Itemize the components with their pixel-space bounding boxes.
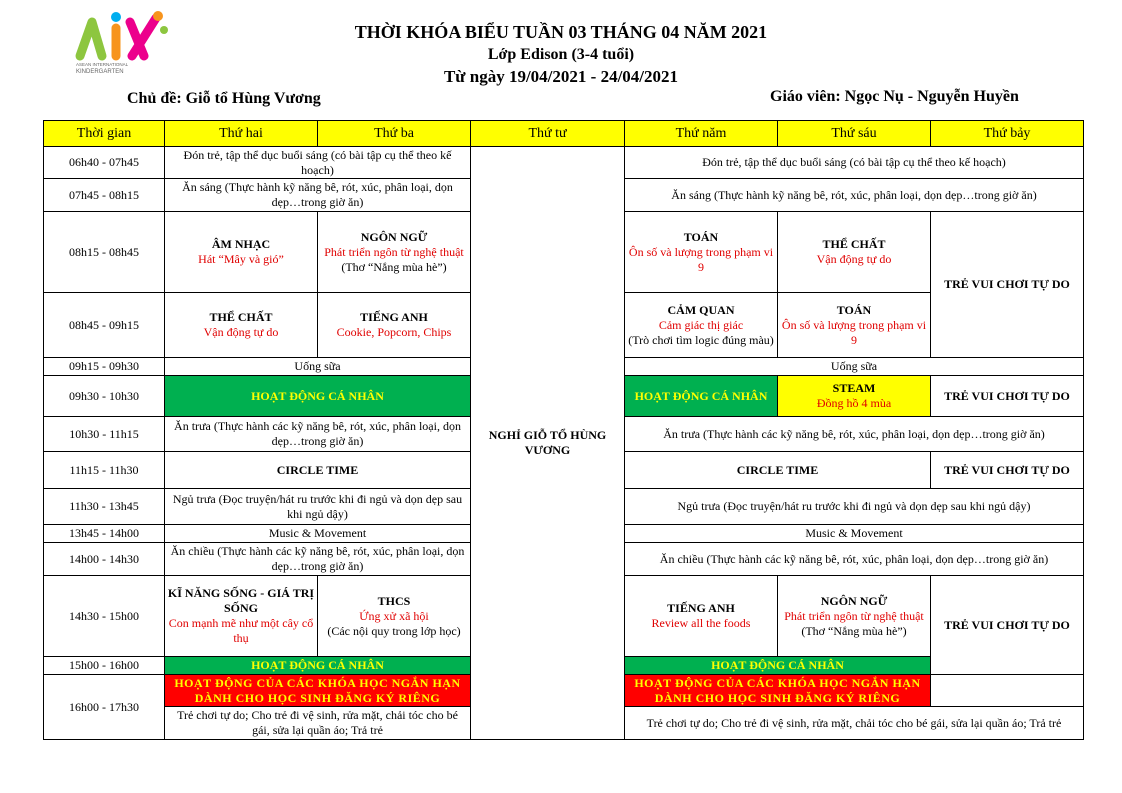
subject-title: NGÔN NGỮ [360, 229, 428, 244]
col-thursday: Thứ năm [625, 121, 778, 147]
subject-detail: Review all the foods [651, 616, 751, 630]
short-course-cell: HOẠT ĐỘNG CỦA CÁC KHÓA HỌC NGẮN HẠN DÀNH CHO HỌC SINH ĐĂNG KÝ RIÊNG [625, 675, 931, 707]
subject-detail: Hát “Mây và gió” [198, 252, 284, 266]
subject-detail: Đồng hồ 4 mùa [816, 396, 892, 410]
individual-activity-cell: HOẠT ĐỘNG CÁ NHÂN [625, 657, 931, 675]
subject-title: STEAM [832, 381, 876, 395]
time-cell: 07h45 - 08h15 [44, 179, 165, 212]
saturday-free-play: TRẺ VUI CHƠI TỰ DO [931, 212, 1084, 358]
subject-detail: Vận động tự do [203, 325, 279, 339]
activity-cell: Ăn trưa (Thực hành các kỹ năng bê, rót, xúc, phân loại, dọn dẹp…trong giờ ăn) [625, 417, 1084, 452]
activity-cell: Uống sữa [625, 358, 1084, 376]
circle-time-cell: CIRCLE TIME [625, 452, 931, 489]
time-cell: 14h00 - 14h30 [44, 543, 165, 576]
class-line: Lớp Edison (3-4 tuổi) [487, 46, 635, 63]
activity-cell [625, 212, 778, 293]
activity-cell [625, 293, 778, 358]
subject-detail: Ôn số và lượng trong phạm vi 9 [781, 317, 927, 347]
subject-title: ÂM NHẠC [211, 237, 271, 251]
activity-cell [165, 212, 318, 293]
activity-cell [318, 293, 471, 358]
page-title: THỜI KHÓA BIỂU TUẦN 03 THÁNG 04 NĂM 2021 [354, 22, 768, 42]
activity-cell [778, 293, 931, 358]
topic-label: Chủ đề: Giỗ tổ Hùng Vương [127, 90, 321, 107]
subject-title: NGÔN NGỮ [820, 593, 888, 608]
activity-cell: Ăn sáng (Thực hành kỹ năng bê, rót, xúc, phân loại, dọn dẹp…trong giờ ăn) [625, 179, 1084, 212]
time-cell: 10h30 - 11h15 [44, 417, 165, 452]
time-cell: 16h00 - 17h30 [44, 675, 165, 740]
subject-title: TIẾNG ANH [360, 310, 428, 324]
empty-cell [931, 675, 1084, 707]
time-cell: 09h15 - 09h30 [44, 358, 165, 376]
activity-cell: Đón trẻ, tập thể dục buổi sáng (có bài tập cụ thể theo kế hoạch) [625, 147, 1084, 179]
subject-detail: Ôn số và lượng trong phạm vi 9 [628, 244, 774, 274]
col-tuesday: Thứ ba [318, 121, 471, 147]
time-cell: 11h30 - 13h45 [44, 489, 165, 525]
subject-title: TOÁN [836, 302, 872, 317]
activity-cell: Ăn chiều (Thực hành các kỹ năng bê, rót, xúc, phân loại, dọn dẹp…trong giờ ăn) [165, 543, 471, 576]
activity-cell: Ngủ trưa (Đọc truyện/hát ru trước khi đi ngủ và dọn dẹp sau khi ngủ dậy) [625, 489, 1084, 525]
subject-detail: Vận động tự do [816, 252, 892, 266]
saturday-free-play: TRẺ VUI CHƠI TỰ DO [931, 576, 1084, 675]
activity-cell: Ăn trưa (Thực hành các kỹ năng bê, rót, xúc, phân loại, dọn dẹp…trong giờ ăn) [165, 417, 471, 452]
subject-title: TIẾNG ANH [667, 601, 735, 615]
header-row [44, 121, 1084, 147]
activity-cell: Music & Movement [625, 525, 1084, 543]
saturday-free-play: TRẺ VUI CHƠI TỰ DO [931, 376, 1084, 417]
subject-detail: Con mạnh mẽ như một cây cổ thụ [168, 616, 314, 645]
time-cell: 06h40 - 07h45 [44, 147, 165, 179]
activity-cell [165, 293, 318, 358]
subject-title: THCS [377, 593, 411, 608]
activity-cell [625, 576, 778, 657]
subject-detail: Ứng xử xã hội [359, 608, 429, 623]
col-friday: Thứ sáu [778, 121, 931, 147]
date-range: Từ ngày 19/04/2021 - 24/04/2021 [443, 67, 679, 86]
subject-detail: Cookie, Popcorn, Chips [336, 325, 452, 339]
teachers-label: Giáo viên: Ngọc Nụ - Nguyễn Huyền [770, 88, 1019, 105]
activity-cell [165, 576, 318, 657]
activity-cell: Trẻ chơi tự do; Cho trẻ đi vệ sinh, rửa mặt, chải tóc cho bé gái, sửa lại quần áo; Trả trẻ [625, 707, 1084, 740]
time-cell: 08h15 - 08h45 [44, 212, 165, 293]
subject-note: (Trò chơi tìm logic đúng màu) [628, 332, 774, 347]
individual-activity-cell: HOẠT ĐỘNG CÁ NHÂN [625, 376, 778, 417]
wednesday-holiday-cell: NGHỈ GIỖ TỔ HÙNG VƯƠNG [471, 147, 625, 740]
time-cell: 14h30 - 15h00 [44, 576, 165, 657]
activity-cell [318, 212, 471, 293]
subject-title: THỂ CHẤT [209, 310, 273, 324]
time-cell: 13h45 - 14h00 [44, 525, 165, 543]
svg-text:ASEAN INTERNATIONAL: ASEAN INTERNATIONAL [76, 62, 129, 67]
activity-cell: Trẻ chơi tự do; Cho trẻ đi vệ sinh, rửa mặt, chải tóc cho bé gái, sửa lại quần áo; Trả trẻ [165, 707, 471, 740]
activity-cell: Đón trẻ, tập thể dục buổi sáng (có bài tập cụ thể theo kế hoạch) [165, 147, 471, 179]
individual-activity-cell: HOẠT ĐỘNG CÁ NHÂN [165, 376, 471, 417]
col-monday: Thứ hai [165, 121, 318, 147]
subject-detail: Phát triển ngôn từ nghệ thuật [784, 608, 924, 623]
subject-detail: Cảm giác thị giác [658, 317, 744, 332]
col-time: Thời gian [44, 121, 165, 147]
activity-cell: Ngủ trưa (Đọc truyện/hát ru trước khi đi ngủ và dọn dẹp sau khi ngủ dậy) [165, 489, 471, 525]
subject-note: (Thơ “Nắng mùa hè”) [801, 623, 907, 638]
activity-cell: Music & Movement [165, 525, 471, 543]
subject-title: KĨ NĂNG SỐNG - GIÁ TRỊ SỐNG [167, 586, 315, 615]
individual-activity-cell: HOẠT ĐỘNG CÁ NHÂN [165, 657, 471, 675]
subject-detail: Phát triển ngôn từ nghệ thuật [324, 244, 464, 259]
time-cell: 09h30 - 10h30 [44, 376, 165, 417]
subject-note: (Các nội quy trong lớp học) [327, 623, 461, 638]
schedule-table [43, 120, 1084, 740]
activity-cell [778, 212, 931, 293]
activity-cell [778, 576, 931, 657]
table-row [44, 147, 1084, 179]
circle-time-cell: CIRCLE TIME [165, 452, 471, 489]
time-cell: 15h00 - 16h00 [44, 657, 165, 675]
activity-cell [318, 576, 471, 657]
short-course-cell: HOẠT ĐỘNG CỦA CÁC KHÓA HỌC NGẮN HẠN DÀNH CHO HỌC SINH ĐĂNG KÝ RIÊNG [165, 675, 471, 707]
col-wednesday: Thứ tư [471, 121, 625, 147]
activity-cell: Ăn chiều (Thực hành các kỹ năng bê, rót, xúc, phân loại, dọn dẹp…trong giờ ăn) [625, 543, 1084, 576]
steam-cell [778, 376, 931, 417]
subject-title: CẢM QUAN [667, 302, 735, 317]
subject-title: TOÁN [683, 229, 719, 244]
time-cell: 11h15 - 11h30 [44, 452, 165, 489]
time-cell: 08h45 - 09h15 [44, 293, 165, 358]
activity-cell: Ăn sáng (Thực hành kỹ năng bê, rót, xúc, phân loại, dọn dẹp…trong giờ ăn) [165, 179, 471, 212]
svg-text:KINDERGARTEN: KINDERGARTEN [76, 69, 124, 75]
subject-title: THỂ CHẤT [822, 237, 886, 251]
subject-note: (Thơ “Nắng mùa hè”) [341, 259, 447, 274]
activity-cell: Uống sữa [165, 358, 471, 376]
col-saturday: Thứ bảy [931, 121, 1084, 147]
saturday-free-play: TRẺ VUI CHƠI TỰ DO [931, 452, 1084, 489]
